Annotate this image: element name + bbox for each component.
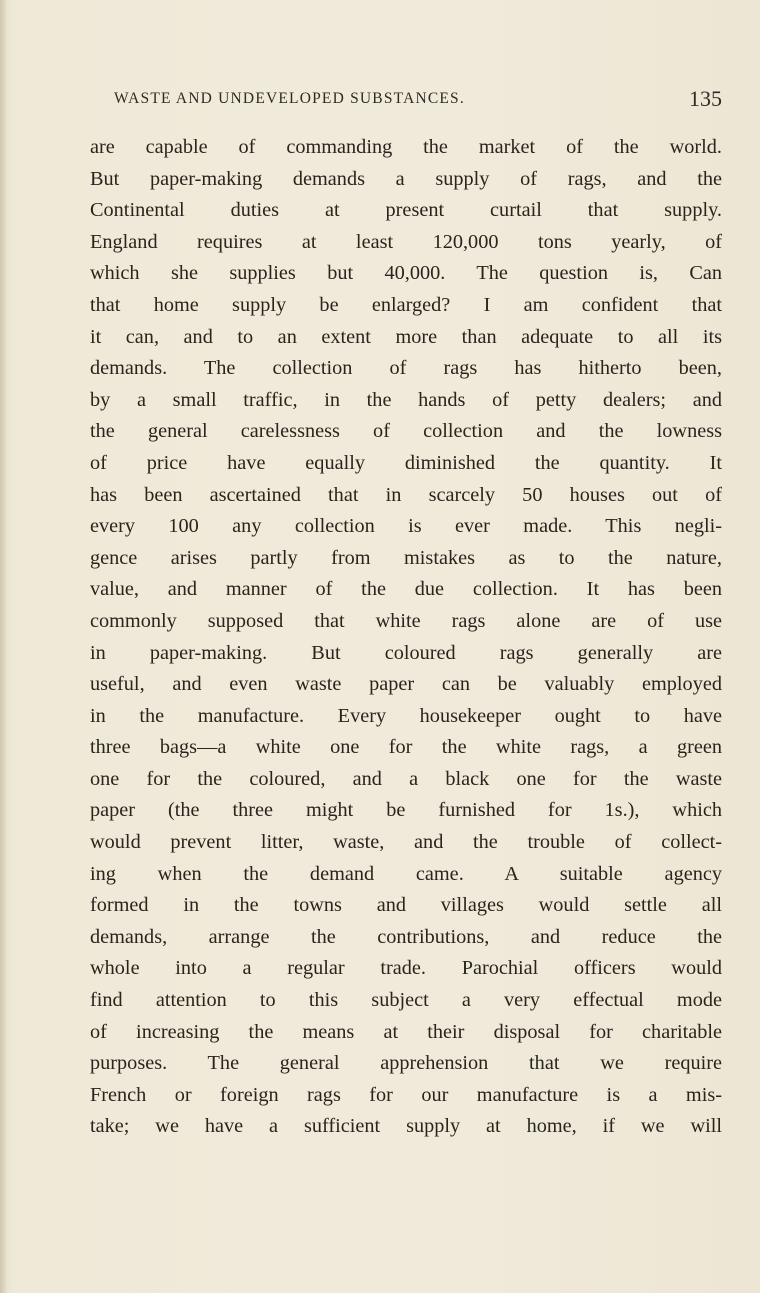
text-line: Continental duties at present curtail that supply. — [90, 199, 722, 222]
text-line: in the manufacture. Every housekeeper ought to have — [90, 704, 722, 727]
text-line: of increasing the means at their disposal for charitable — [90, 1020, 722, 1043]
text-line: the general carelessness of collection and the lowness — [90, 420, 722, 443]
page-binding-edge — [0, 0, 6, 1293]
text-line: ing when the demand came. A suitable agency — [90, 862, 722, 885]
text-line: of price have equally diminished the quantity. It — [90, 451, 722, 474]
text-line: that home supply be enlarged? I am confident that — [90, 293, 722, 316]
text-line: which she supplies but 40,000. The question is, Can — [90, 262, 722, 285]
text-line: commonly supposed that white rags alone are of use — [90, 609, 722, 632]
text-line: take; we have a sufficient supply at home, if we will — [90, 1115, 722, 1138]
text-line: would prevent litter, waste, and the trouble of collect- — [90, 831, 722, 854]
text-line: find attention to this subject a very effectual mode — [90, 989, 722, 1012]
text-line: whole into a regular trade. Parochial officers would — [90, 957, 722, 980]
running-head — [90, 86, 722, 114]
text-line: England requires at least 120,000 tons yearly, of — [90, 230, 722, 253]
text-line: useful, and even waste paper can be valuably employed — [90, 673, 722, 696]
body-text — [90, 132, 722, 1143]
text-line: But paper-making demands a supply of rags, and the — [90, 167, 722, 190]
text-line: purposes. The general apprehension that we require — [90, 1052, 722, 1075]
text-line: value, and manner of the due collection. It has been — [90, 578, 722, 601]
page-number: 135 — [689, 86, 722, 111]
text-line: formed in the towns and villages would settle all — [90, 894, 722, 917]
text-line: demands. The collection of rags has hitherto been, — [90, 357, 722, 380]
text-line: every 100 any collection is ever made. This negli- — [90, 515, 722, 538]
text-line: three bags—a white one for the white rags, a green — [90, 736, 722, 759]
text-line: it can, and to an extent more than adequate to all its — [90, 325, 722, 348]
text-line: paper (the three might be furnished for 1s.), which — [90, 799, 722, 822]
text-line: gence arises partly from mistakes as to the nature, — [90, 546, 722, 569]
text-line: in paper-making. But coloured rags generally are — [90, 641, 722, 664]
text-line: by a small traffic, in the hands of petty dealers; and — [90, 388, 722, 411]
running-title: WASTE AND UNDEVELOPED SUBSTANCES. — [114, 90, 465, 107]
text-line: are capable of commanding the market of the world. — [90, 136, 722, 158]
text-line: French or foreign rags for our manufacture is a mis- — [90, 1083, 722, 1106]
text-line: one for the coloured, and a black one for the waste — [90, 767, 722, 790]
text-line: has been ascertained that in scarcely 50 houses out of — [90, 483, 722, 506]
text-line: demands, arrange the contributions, and reduce the — [90, 925, 722, 948]
